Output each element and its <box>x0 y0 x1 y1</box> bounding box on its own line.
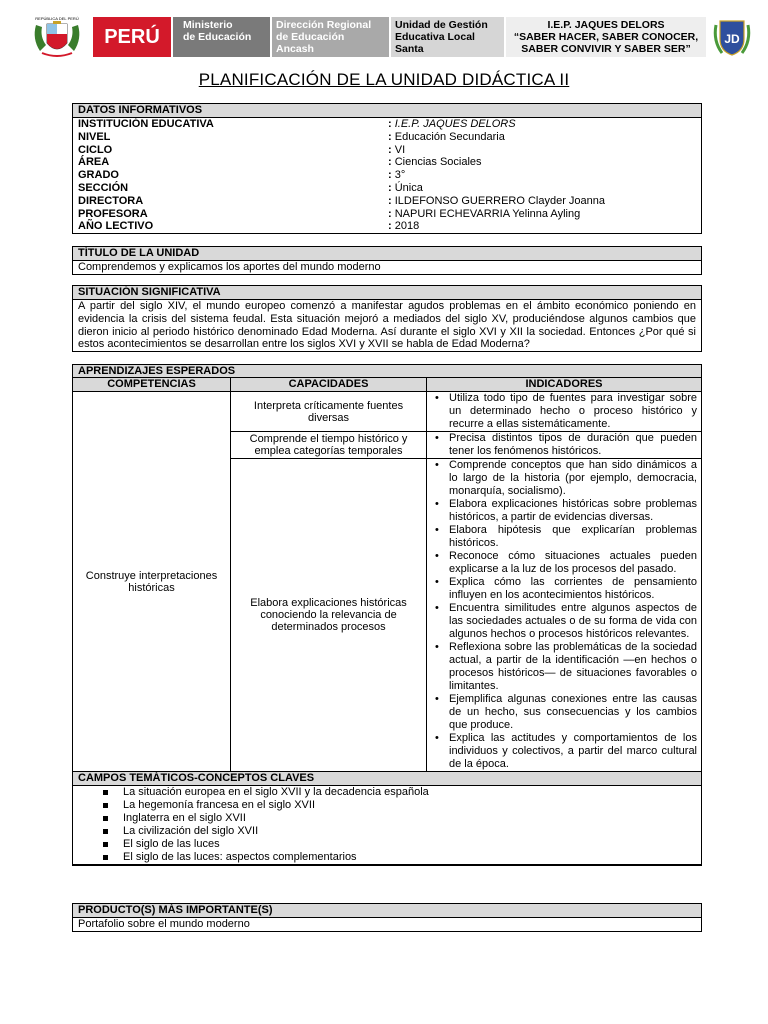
dre-line-1: Dirección Regional <box>276 19 372 31</box>
list-item: El siglo de las luces: aspectos complementarios <box>101 851 701 864</box>
motto-line-1: “SABER HACER, SABER CONOCER, <box>513 31 699 43</box>
info-value: : I.E.P. JAQUES DELORS <box>388 118 516 130</box>
logo-letters: JD <box>724 32 740 46</box>
info-value: : Ciencias Sociales <box>388 156 482 169</box>
minedu-line-2: de Educación <box>183 31 252 43</box>
table-row <box>73 392 702 432</box>
datos-heading: DATOS INFORMATIVOS <box>73 104 701 118</box>
info-key: AÑO LECTIVO <box>78 220 154 233</box>
ugel-line-3: Santa <box>395 43 424 55</box>
list-item: • Precisa distintos tipos de duración que pueden tener los fenómenos históricos. <box>431 432 697 458</box>
minedu-line-1: Ministerio <box>183 19 233 31</box>
list-item: • Explica cómo las corrientes de pensamiento influyen en los acontecimientos históricos. <box>431 576 697 602</box>
indicadores-cell <box>427 459 702 772</box>
info-key: DIRECTORA <box>78 194 144 207</box>
info-value: : VI <box>388 143 406 156</box>
crest-caption: REPÚBLICA DEL PERÚ <box>35 16 79 21</box>
indicadores-list <box>431 432 697 458</box>
titulo-heading: TÍTULO DE LA UNIDAD <box>73 247 701 261</box>
indicadores-list <box>431 392 697 431</box>
info-value-text: 3° <box>394 169 406 182</box>
info-key: CICLO <box>78 143 113 156</box>
school-logo-icon <box>710 15 754 59</box>
school-name: I.E.P. JAQUES DELORS <box>547 19 665 31</box>
ugel-line-1: Unidad de Gestión <box>395 19 488 31</box>
list-item: • Explica las actitudes y comportamientos de los individuos y colectivos, a partir del marco cultural de la época. <box>431 732 697 771</box>
list-item: El siglo de las luces <box>101 838 701 851</box>
info-row <box>78 156 696 169</box>
list-item: • Elabora explicaciones históricas sobre problemas históricos, a partir de evidencias diversas. <box>431 498 697 524</box>
info-key: SECCIÓN <box>78 181 129 194</box>
ministerio-educacion-block <box>173 17 270 57</box>
info-key: PROFESORA <box>78 207 148 220</box>
list-item: La civilización del siglo XVII <box>101 825 701 838</box>
list-item: • Encuentra similitudes entre algunos aspectos de las sociedades actuales o de su forma de vida con algunos hechos o procesos históricos relevantes. <box>431 602 697 641</box>
situacion-section <box>72 285 702 352</box>
info-row <box>78 208 696 221</box>
info-value: : Educación Secundaria <box>388 130 505 143</box>
producto-text: Portafolio sobre el mundo moderno <box>78 918 250 930</box>
list-item: Inglaterra en el siglo XVII <box>101 812 701 825</box>
info-key: ÁREA <box>78 156 110 169</box>
direccion-regional-block <box>272 17 389 57</box>
list-item: • Reflexiona sobre las problemáticas de la sociedad actual, a partir de la identificación —en hechos o procesos históricos— de situaciones favorables o limitantes. <box>431 641 697 693</box>
aprendizajes-section <box>72 364 702 866</box>
info-value-text: NAPURI ECHEVARRIA Yelinna Ayling <box>394 207 581 220</box>
producto-section <box>72 903 702 932</box>
info-key: NIVEL <box>78 130 111 143</box>
col-header-competencias: COMPETENCIAS <box>73 378 231 392</box>
info-row <box>78 131 696 144</box>
info-row <box>78 195 696 208</box>
motto-line-2: SABER CONVIVIR Y SABER SER” <box>521 43 691 55</box>
info-value: : NAPURI ECHEVARRIA Yelinna Ayling <box>388 207 581 220</box>
aprendizajes-heading: APRENDIZAJES ESPERADOS <box>73 365 701 378</box>
page-title: PLANIFICACIÓN DE LA UNIDAD DIDÁCTICA II <box>198 70 570 89</box>
peru-brand-block: PERÚ <box>93 17 171 57</box>
capacidad-cell: Interpreta críticamente fuentes diversas <box>231 392 427 432</box>
titulo-text: Comprendemos y explicamos los aportes del mundo moderno <box>78 261 381 273</box>
info-value-text: VI <box>394 143 406 156</box>
situacion-text: A partir del siglo XIV, el mundo europeo comenzó a manifestar agudos problemas en el ámbito económico poniendo en evidencia la crisis del sistema feudal. Esta situación mejoró a mediados del siglo XV, produciéndose algunos cambios que dieron inicio al periodo histórico denominado Edad Moderna. Así durante el siglo XVI y XII la sociedad. Entonces ¿Por qué si estos acontecimientos se desarrollan entre los siglos XVI y XVII se habla de Edad Moderna? <box>78 300 696 351</box>
ugel-line-2: Educativa Local <box>395 31 475 43</box>
indicadores-cell <box>427 392 702 432</box>
ugel-block <box>391 17 504 57</box>
table-row <box>73 772 702 865</box>
info-value: : Única <box>388 181 423 194</box>
capacidad-cell: Comprende el tiempo histórico y emplea categorías temporales <box>231 432 427 459</box>
school-motto-block <box>506 17 706 57</box>
info-row <box>78 182 696 195</box>
list-item: • Elabora hipótesis que explicarían problemas históricos. <box>431 524 697 550</box>
dre-line-3: Ancash <box>276 43 314 55</box>
campos-cell <box>73 772 702 865</box>
info-key: GRADO <box>78 169 119 182</box>
info-value-text: ILDEFONSO GUERRERO Clayder Joanna <box>394 194 606 207</box>
info-row <box>78 144 696 157</box>
indicadores-list <box>431 459 697 771</box>
info-row <box>78 118 696 131</box>
dre-line-2: de Educación <box>276 31 345 43</box>
datos-rows <box>73 118 701 233</box>
campos-heading: CAMPOS TEMÁTICOS-CONCEPTOS CLAVES <box>73 772 701 786</box>
list-item: • Utiliza todo tipo de fuentes para investigar sobre un determinado hecho o proceso histórico y recurre a ellas sistemáticamente. <box>431 392 697 431</box>
list-item: • Ejemplifica algunas conexiones entre las causas de un hecho, sus consecuencias y los cambios que produce. <box>431 693 697 732</box>
peru-coat-of-arms-icon <box>28 15 86 59</box>
list-item: • Comprende conceptos que han sido dinámicos a lo largo de la historia (por ejemplo, democracia, monarquía, socialismo). <box>431 459 697 498</box>
document-header <box>20 15 746 59</box>
producto-heading: PRODUCTO(S) MÁS IMPORTANTE(S) <box>73 904 701 918</box>
datos-informativos-section <box>72 103 702 234</box>
col-header-indicadores: INDICADORES <box>427 378 702 392</box>
info-value-text: I.E.P. JAQUES DELORS <box>394 118 516 130</box>
info-value: : 3° <box>388 169 406 182</box>
info-value-text: Ciencias Sociales <box>394 156 482 169</box>
info-key: INSTITUCIÓN EDUCATIVA <box>78 118 214 130</box>
info-row <box>78 220 696 233</box>
info-row <box>78 169 696 182</box>
info-value: : ILDEFONSO GUERRERO Clayder Joanna <box>388 194 606 207</box>
indicadores-cell <box>427 432 702 459</box>
info-value: : 2018 <box>388 220 420 233</box>
competencia-cell: Construye interpretaciones históricas <box>73 392 231 772</box>
list-item: La situación europea en el siglo XVII y la decadencia española <box>101 786 701 799</box>
campos-list <box>73 786 701 864</box>
list-item: La hegemonía francesa en el siglo XVII <box>101 799 701 812</box>
info-value-text: 2018 <box>394 220 420 233</box>
list-item: • Reconoce cómo situaciones actuales pueden explicarse a la luz de los procesos del pasado. <box>431 550 697 576</box>
situacion-heading: SITUACIÓN SIGNIFICATIVA <box>73 286 701 300</box>
titulo-section <box>72 246 702 275</box>
col-header-capacidades: CAPACIDADES <box>231 378 427 392</box>
info-value-text: Única <box>394 181 423 194</box>
aprendizajes-table <box>72 377 702 865</box>
capacidad-cell: Elabora explicaciones históricas conociendo la relevancia de determinados procesos <box>231 459 427 772</box>
info-value-text: Educación Secundaria <box>394 130 505 143</box>
